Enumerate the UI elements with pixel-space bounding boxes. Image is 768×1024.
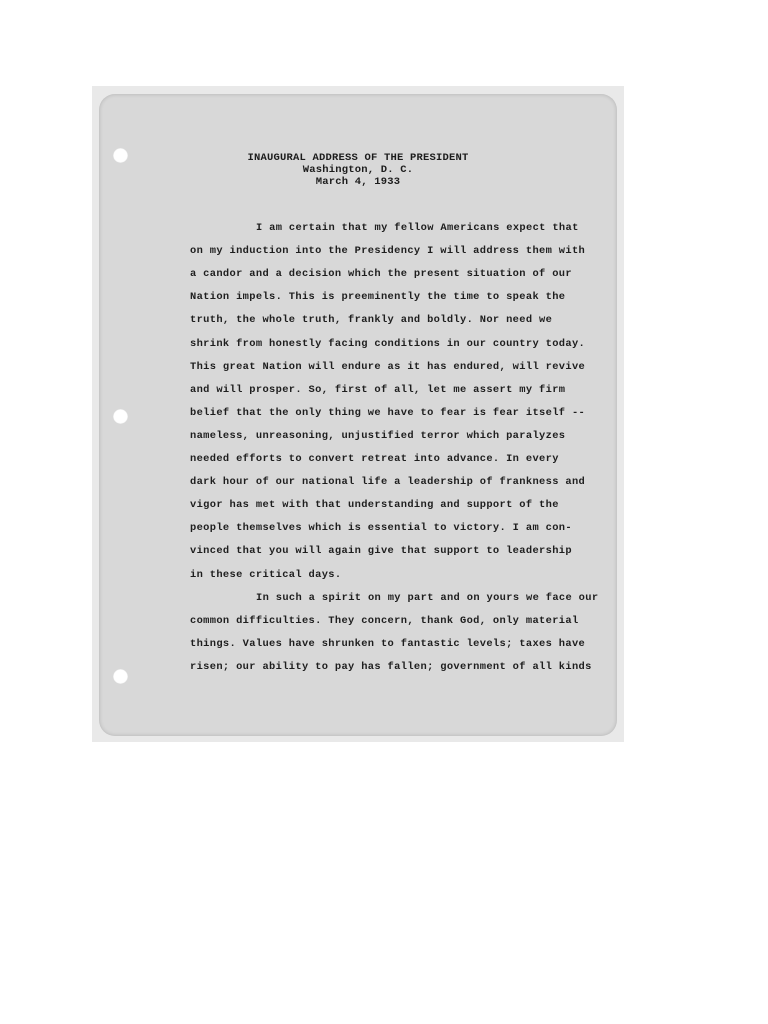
text-line: things. Values have shrunken to fantastic levels; taxes have [190,637,586,650]
text-line: nameless, unreasoning, unjustified terror which paralyzes [190,429,566,442]
text-line: people themselves which is essential to victory. I am con- [190,522,572,535]
text-line: a candor and a decision which the present situation of our [190,268,572,281]
text-line: truth, the whole truth, frankly and boldly. Nor need we [190,314,553,327]
text-line: risen; our ability to pay has fallen; government of all kinds [190,660,592,673]
text-line: In such a spirit on my part and on yours we face our [256,591,599,604]
punch-hole-bottom [113,669,128,684]
text-line: dark hour of our national life a leadership of frankness and [190,476,586,489]
document-location: Washington, D. C. [302,164,414,176]
text-line: and will prosper. So, first of all, let me assert my firm [190,383,566,396]
text-line: in these critical days. [190,568,342,581]
text-line: Nation impels. This is preeminently the time to speak the [190,291,566,304]
text-line: This great Nation will endure as it has endured, will revive [190,360,586,373]
text-line: needed efforts to convert retreat into advance. In every [190,453,559,465]
text-line: on my induction into the Presidency I will address them with [190,245,586,258]
text-line: I am certain that my fellow Americans expect that [256,222,579,234]
document-heading [99,152,617,188]
text-line: vinced that you will again give that support to leadership [190,545,572,558]
text-line: vigor has met with that understanding and support of the [190,499,559,512]
document-date: March 4, 1933 [315,176,401,188]
text-line: shrink from honestly facing conditions in our country today. [190,337,586,350]
punch-hole-middle [113,409,128,424]
text-line: belief that the only thing we have to fear is fear itself -- [190,406,586,419]
document-title: INAUGURAL ADDRESS OF THE PRESIDENT [247,152,469,164]
text-line: common difficulties. They concern, thank God, only material [190,614,579,627]
